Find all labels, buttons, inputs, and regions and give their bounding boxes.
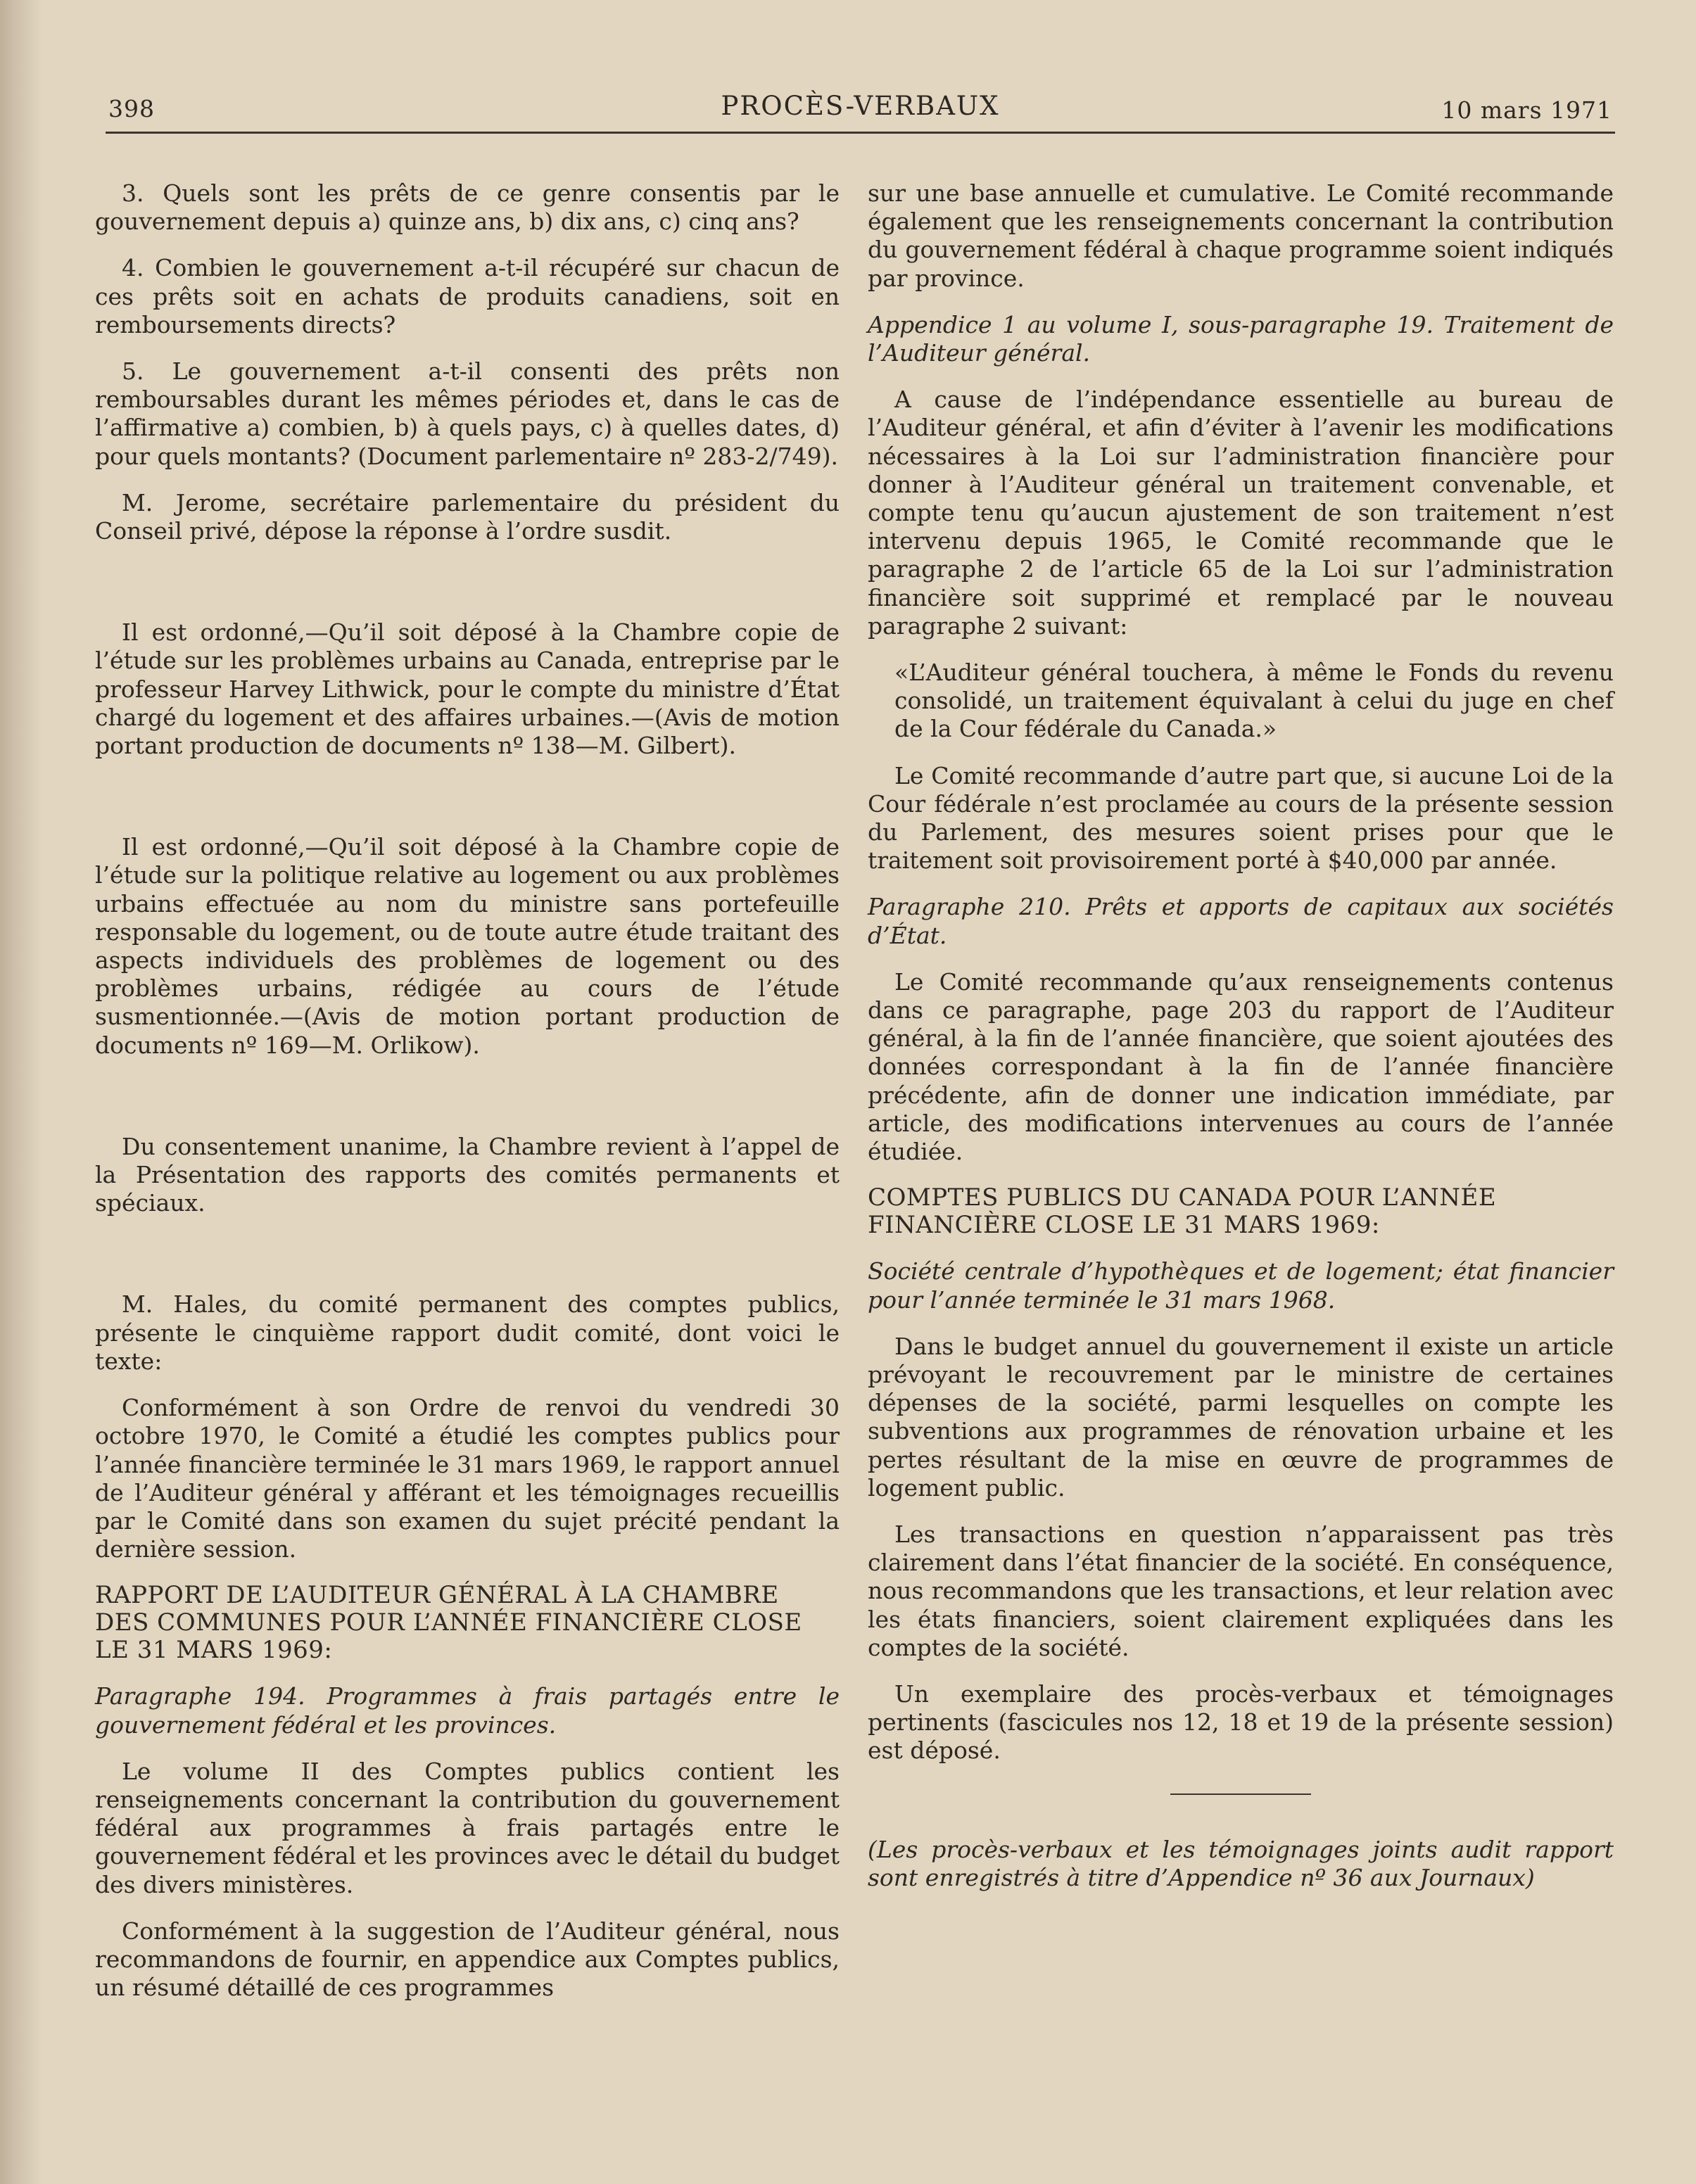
question-5: 5. Le gouvernement a-t-il consenti des prêts non remboursables durant les mêmes périodes et, dans le cas de l’affirmative a) combien, b) à quels pays, c) à quelles dates, d) pour quels montants? (Document parlementaire nº 283-2/749). — [95, 357, 840, 470]
continued-paragraph: sur une base annuelle et cumulative. Le Comité recommande également que les renseignements concernant la contribution du gouvernement fédéral à chaque programme soient indiqués par province. — [868, 179, 1614, 292]
separator-rule — [1170, 1793, 1311, 1795]
page-number: 398 — [108, 95, 155, 122]
conform-paragraph: Conformément à son Ordre de renvoi du vendredi 30 octobre 1970, le Comité a étudié les comptes publics pour l’année financière terminée le 31 mars 1969, le rapport annuel de l’Auditeur général y afférant et les témoignages recueillis par le Comité dans son examen du sujet précité pendant la dernière session. — [95, 1394, 840, 1563]
order-orlikow: Il est ordonné,—Qu’il soit déposé à la Chambre copie de l’étude sur la politique relative au logement ou aux problèmes urbains effectuée au nom du ministre sans portefeuille responsable du logement, ou de toute autre étude traitant des aspects individuels des problèmes de logement ou des problèmes urbains, rédigée au cours de l’étude susmentionnée.—(Avis de motion portant production de documents nº 169—M. Orlikow). — [95, 833, 840, 1059]
question-3: 3. Quels sont les prêts de ce genre consentis par le gouvernement depuis a) quinze ans, b) dix ans, c) cinq ans? — [95, 179, 840, 236]
cause-paragraph: A cause de l’indépendance essentielle au bureau de l’Auditeur général, et afin d’éviter à l’avenir les modifications nécessaires à la Loi sur l’administration financière pour donner à l’Auditeur général un traitement convenable, et compte tenu qu’aucun ajustement de son traitement n’est intervenu depuis 1965, le Comité recommande que le paragraphe 2 de l’article 65 de la Loi sur l’administration financière soit supprimé et remplacé par le nouveau paragraphe 2 suivant: — [868, 386, 1614, 640]
section-heading-auditeur: RAPPORT DE L’AUDITEUR GÉNÉRAL À LA CHAMBRE DES COMMUNES POUR L’ANNÉE FINANCIÈRE CLOSE LE 31 MARS 1969: — [95, 1581, 802, 1665]
transactions-paragraph: Les transactions en question n’apparaissent pas très clairement dans l’état financier de la société. En conséquence, nous recommandons que les transactions, et leur relation avec les états financiers, soient clairement expliquées dans les comptes de la société. — [868, 1520, 1614, 1661]
hales-paragraph: M. Hales, du comité permanent des comptes publics, présente le cinquième rapport dudit comité, dont voici le texte: — [95, 1290, 840, 1375]
running-title: PROCÈS-VERBAUX — [721, 91, 1000, 121]
spacer — [95, 564, 840, 618]
quoted-paragraph: «L’Auditeur général touchera, à même le Fonds du revenu consolidé, un traitement équivalant à celui du juge en chef de la Cour fédérale du Canada.» — [894, 659, 1614, 743]
spacer — [95, 1078, 840, 1133]
suggestion-paragraph: Conformément à la suggestion de l’Auditeur général, nous recommandons de fournir, en appendice aux Comptes publics, un résumé détaillé de ces programmes — [95, 1917, 840, 2002]
order-lithwick: Il est ordonné,—Qu’il soit déposé à la Chambre copie de l’étude sur les problèmes urbains au Canada, entreprise par le professeur Harvey Lithwick, pour le compte du ministre d’État chargé du logement et des affaires urbaines.—(Avis de motion portant production de documents nº 138—M. Gilbert). — [95, 618, 840, 760]
consent-paragraph: Du consentement unanime, la Chambre revient à l’appel de la Présentation des rapports des comités permanents et spéciaux. — [95, 1132, 840, 1217]
volume-ii-paragraph: Le volume II des Comptes publics contient les renseignements concernant la contribution du gouvernement fédéral aux programmes à frais partagés entre le gouvernement fédéral et les provinces avec le détail du budget des divers ministères. — [95, 1757, 840, 1898]
right-column — [868, 179, 1614, 1910]
left-column — [95, 179, 840, 2020]
societe-title: Société centrale d’hypothèques et de logement; état financier pour l’année terminée le 31 mars 1968. — [868, 1257, 1614, 1314]
autre-paragraph: Le Comité recommande d’autre part que, si aucune Loi de la Cour fédérale n’est proclamée au cours de la présente session du Parlement, des mesures soient prises pour que le traitement soit provisoirement porté à $40,000 par année. — [868, 761, 1614, 875]
spacer — [95, 778, 840, 833]
exemplaire-paragraph: Un exemplaire des procès-verbaux et témoignages pertinents (fascicules nos 12, 18 et 19 de la présente session) est déposé. — [868, 1680, 1614, 1765]
footnote-paragraph: (Les procès-verbaux et les témoignages joints audit rapport sont enregistrés à titre d’Appendice nº 36 aux Journaux) — [868, 1835, 1614, 1891]
running-header — [106, 88, 1615, 134]
section-heading-comptes: COMPTES PUBLICS DU CANADA POUR L’ANNÉE FINANCIÈRE CLOSE LE 31 MARS 1969: — [868, 1183, 1497, 1240]
renseignements-paragraph: Le Comité recommande qu’aux renseignements contenus dans ce paragraphe, page 203 du rapport de l’Auditeur général, à la fin de l’année financière, que soient ajoutées des données correspondant à la fin de l’année financière précédente, afin de donner une indication immédiate, par article, des modifications intervenues au cours de l’année étudiée. — [868, 967, 1614, 1166]
paragraph-194-title: Paragraphe 194. Programmes à frais partagés entre le gouvernement fédéral et les provinces. — [95, 1682, 840, 1739]
budget-paragraph: Dans le budget annuel du gouvernement il existe un article prévoyant le recouvrement par le ministre de certaines dépenses de la société, parmi lesquelles on compte les subventions aux programmes de rénovation urbaine et les pertes résultant de la mise en œuvre de programmes de logement public. — [868, 1332, 1614, 1502]
question-4: 4. Combien le gouvernement a-t-il récupéré sur chacun de ces prêts soit en achats de produits canadiens, soit en remboursements directs? — [95, 254, 840, 338]
jerome-paragraph: M. Jerome, secrétaire parlementaire du président du Conseil privé, dépose la réponse à l’ordre susdit. — [95, 488, 840, 545]
header-date: 10 mars 1971 — [1441, 96, 1612, 124]
appendice-title: Appendice 1 au volume I, sous-paragraphe 19. Traitement de l’Auditeur général. — [868, 310, 1614, 367]
paragraph-210-title: Paragraphe 210. Prêts et apports de capitaux aux sociétés d’État. — [868, 893, 1614, 949]
spacer — [95, 1236, 840, 1290]
page-binding-edge — [0, 0, 42, 2184]
